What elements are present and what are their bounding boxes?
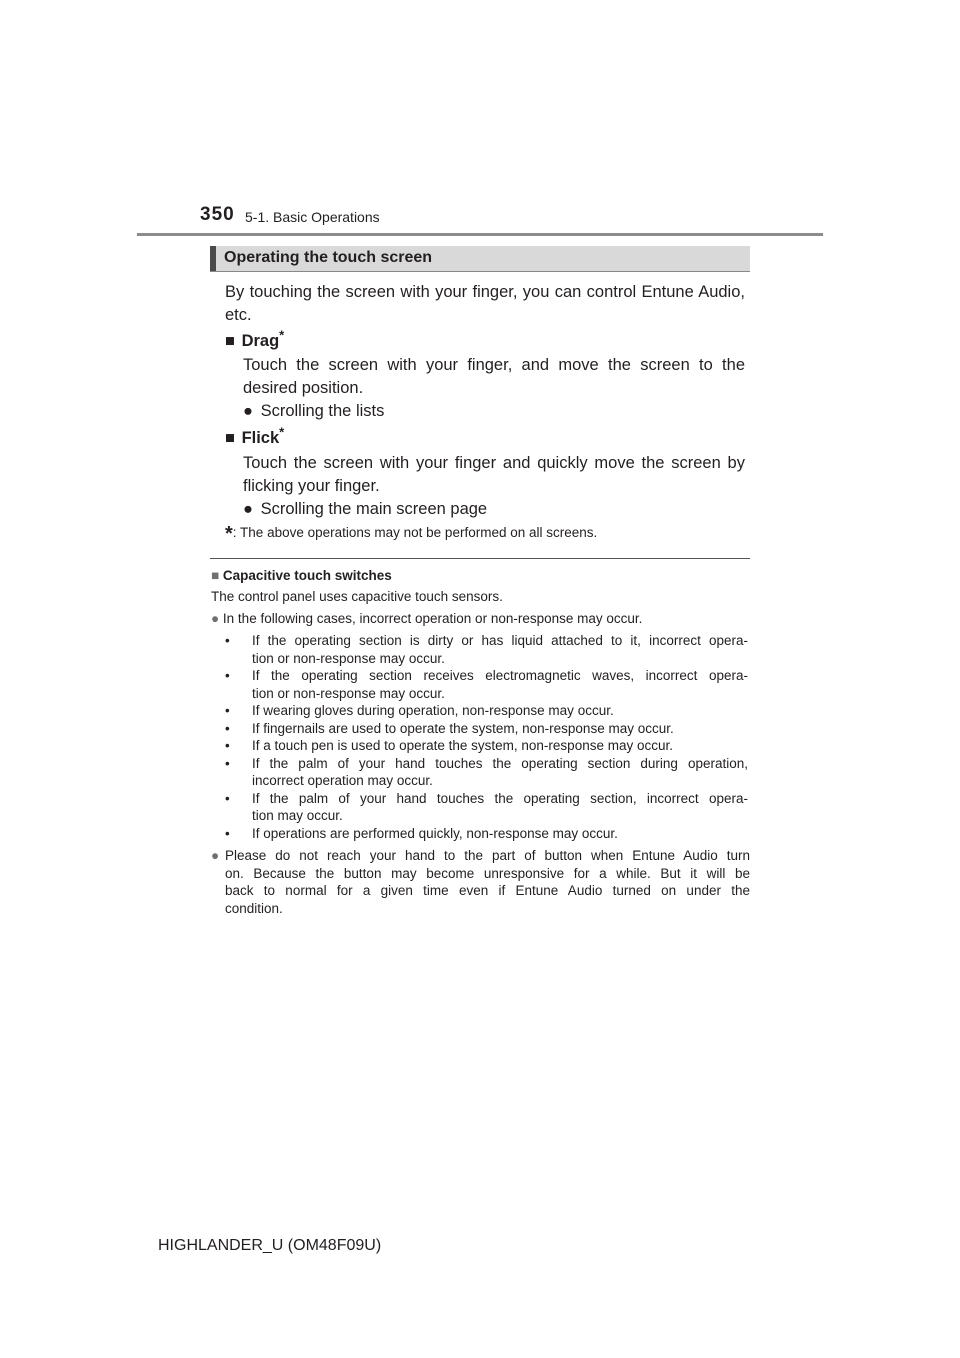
list-item-line-1: If wearing gloves during operation, non-response may occur. <box>252 703 614 718</box>
list-item-line-1: If a touch pen is used to operate the system, non-response may occur. <box>252 738 673 753</box>
dot-bullet-icon: • <box>225 755 230 771</box>
list-item-line-2: tion or non-response may occur. <box>252 685 445 701</box>
list-item <box>225 667 750 702</box>
title-accent <box>210 246 216 271</box>
list-item-line-1: If the palm of your hand touches the operating section during operation, <box>252 755 748 771</box>
flick-title: Flick <box>241 429 280 447</box>
header-rule <box>137 233 823 236</box>
notes-last-paragraph <box>211 847 750 917</box>
square-bullet-icon: ■ <box>225 429 235 447</box>
dot-bullet-icon: • <box>225 790 230 806</box>
paragraph-line: on. Because the button may become unresponsive for a while. But it will be <box>225 865 750 881</box>
list-item-line-1: If the operating section is dirty or has liquid attached to it, incorrect opera- <box>252 633 748 648</box>
square-bullet-icon: ■ <box>211 568 220 583</box>
notes-lead-text: In the following cases, incorrect operation or non-response may occur. <box>222 611 643 626</box>
circle-bullet-icon: ● <box>211 848 220 863</box>
flick-desc-line-2: flicking your finger. <box>243 477 380 495</box>
section-title-bar <box>210 246 750 272</box>
circle-bullet-icon: ● <box>243 402 253 420</box>
footnote-text: : The above operations may not be performed on all screens. <box>232 525 598 540</box>
list-item <box>225 755 750 790</box>
footnote <box>225 523 597 546</box>
section-title: Operating the touch screen <box>224 249 433 266</box>
dot-bullet-icon: • <box>225 633 230 648</box>
square-bullet-icon: ■ <box>225 332 235 350</box>
flick-desc-line-1: Touch the screen with your finger and quickly move the screen by <box>243 454 745 472</box>
asterisk-icon: * <box>279 327 285 343</box>
drag-example <box>243 400 384 423</box>
list-item-line-2: tion may occur. <box>252 808 343 823</box>
drag-title: Drag <box>241 332 280 350</box>
footer-model: HIGHLANDER_U (OM48F09U) <box>158 1237 382 1254</box>
intro-line-2: etc. <box>225 306 252 324</box>
list-item <box>225 790 750 825</box>
flick-example <box>243 498 487 521</box>
dot-bullet-icon: • <box>225 668 230 683</box>
notes-title: Capacitive touch switches <box>222 568 392 583</box>
drag-desc-line-1: Touch the screen with your finger, and move the screen to the <box>243 356 745 374</box>
list-item <box>225 737 750 755</box>
list-item <box>225 702 750 720</box>
notes-intro: The control panel uses capacitive touch sensors. <box>211 589 503 604</box>
intro-line-1: By touching the screen with your finger, you can control Entune Audio, <box>225 283 745 301</box>
section-label: 5-1. Basic Operations <box>245 209 380 225</box>
paragraph-line: condition. <box>225 900 283 916</box>
paragraph-line: back to normal for a given time even if Entune Audio turned on under the <box>225 883 750 898</box>
page-number: 350 <box>200 204 235 225</box>
asterisk-icon: * <box>225 523 233 545</box>
list-item-line-2: tion or non-response may occur. <box>252 650 445 666</box>
list-item-line-1: If fingernails are used to operate the system, non-response may occur. <box>252 720 674 736</box>
circle-bullet-icon: ● <box>243 500 253 518</box>
list-item <box>225 720 750 738</box>
notes-list <box>225 632 750 842</box>
drag-heading <box>225 327 285 353</box>
list-item <box>225 825 750 843</box>
list-item-line-1: If the palm of your hand touches the operating section, incorrect opera- <box>252 790 748 806</box>
flick-heading <box>225 424 285 450</box>
paragraph-line: Please do not reach your hand to the part of button when Entune Audio turn <box>225 848 750 863</box>
dot-bullet-icon: • <box>225 825 230 841</box>
drag-example-text: Scrolling the lists <box>260 402 385 420</box>
dot-bullet-icon: • <box>225 720 230 736</box>
dot-bullet-icon: • <box>225 738 230 753</box>
notes-heading <box>211 567 392 585</box>
list-item <box>225 632 750 667</box>
circle-bullet-icon: ● <box>211 611 220 626</box>
list-item-line-1: If the operating section receives electromagnetic waves, incorrect opera- <box>252 668 748 683</box>
drag-desc-line-2: desired position. <box>243 379 364 397</box>
list-item-line-2: incorrect operation may occur. <box>252 773 433 788</box>
notes-lead <box>211 610 642 628</box>
flick-example-text: Scrolling the main screen page <box>260 500 488 518</box>
notes-divider <box>210 558 750 559</box>
list-item-line-1: If operations are performed quickly, non-response may occur. <box>252 825 618 841</box>
dot-bullet-icon: • <box>225 703 230 718</box>
asterisk-icon: * <box>279 424 285 440</box>
